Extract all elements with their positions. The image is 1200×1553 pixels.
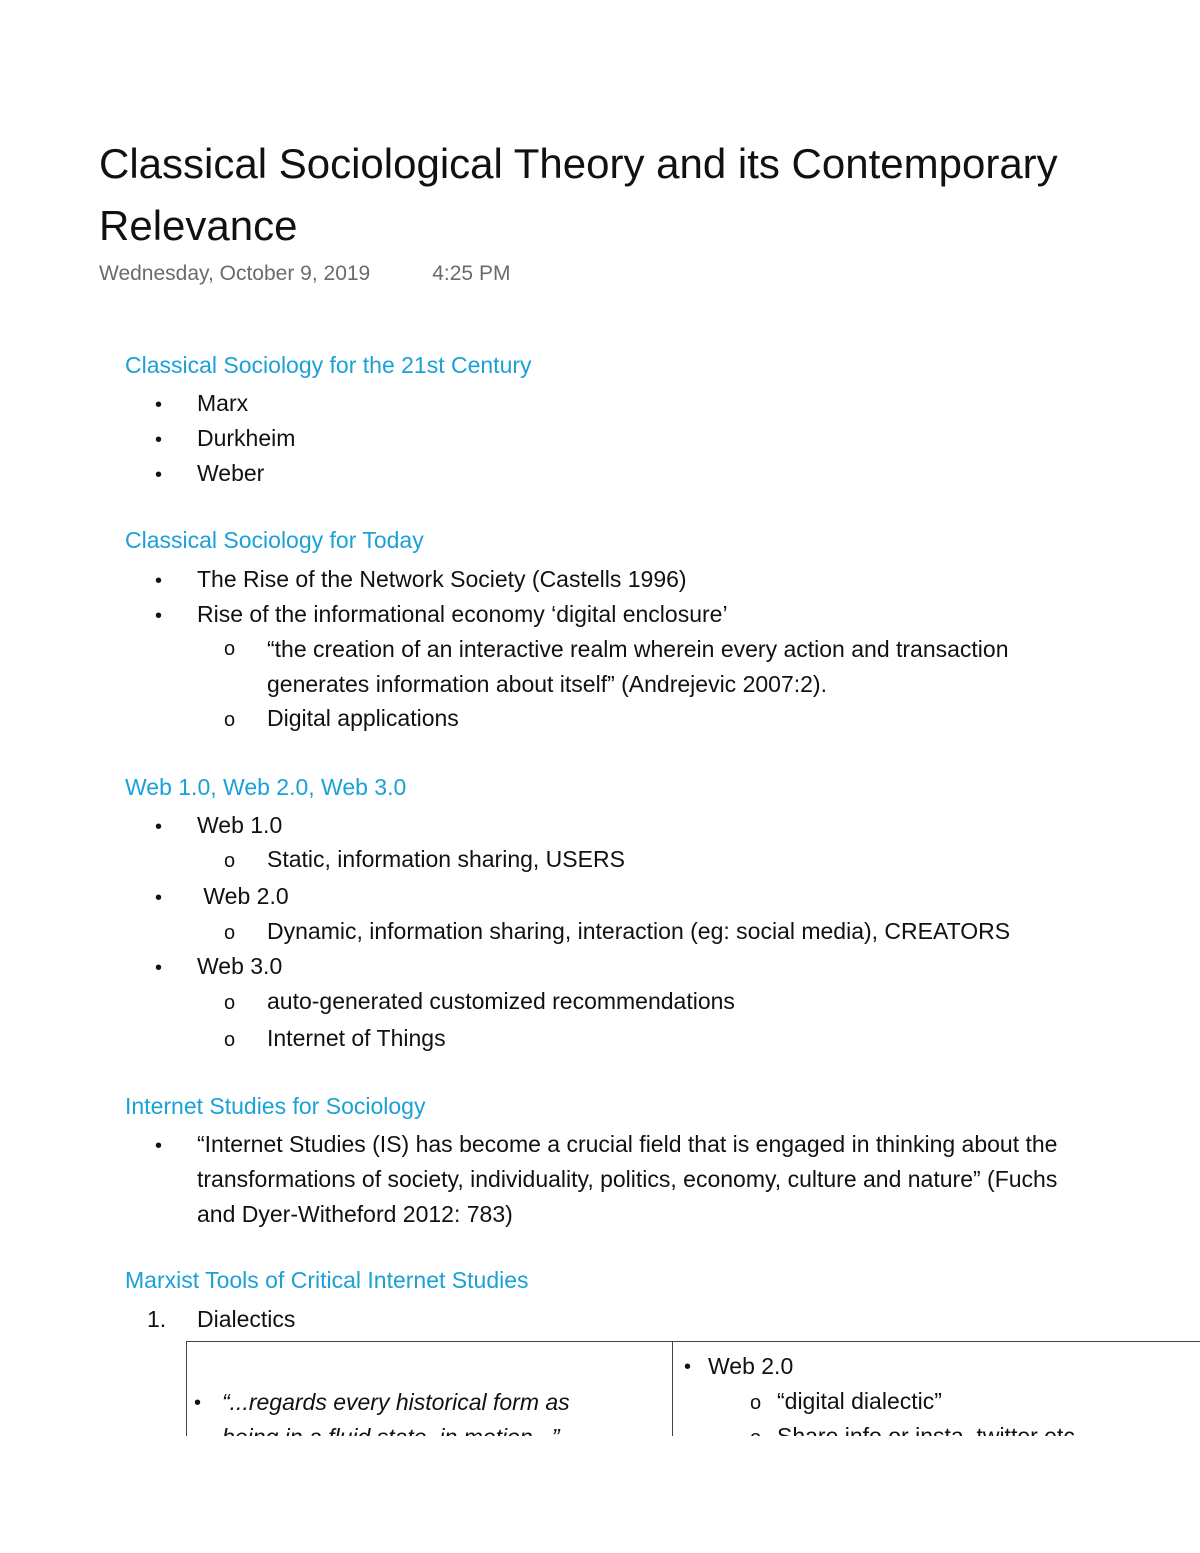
- section-heading-21st-century: Classical Sociology for the 21st Century: [125, 352, 532, 378]
- table-cell-left-line-1: “...regards every historical form as: [222, 1389, 570, 1415]
- sub-bullet-icon: o: [224, 922, 236, 944]
- sub-item-web-1-description: Static, information sharing, USERS: [267, 846, 625, 872]
- bullet-icon: •: [684, 1356, 692, 1378]
- section-heading-today: Classical Sociology for Today: [125, 527, 424, 553]
- table-cell-right-web-2: Web 2.0: [708, 1353, 794, 1379]
- page-title-line-2: Relevance: [99, 202, 298, 249]
- list-item-durkheim: Durkheim: [197, 425, 296, 451]
- bullet-icon: •: [155, 605, 163, 627]
- bullet-icon: •: [155, 887, 163, 909]
- quote-line-3: and Dyer-Witheford 2012: 783): [197, 1201, 513, 1227]
- list-number: 1.: [147, 1306, 167, 1332]
- list-item-weber: Weber: [197, 460, 265, 486]
- bullet-icon: •: [155, 570, 163, 592]
- bullet-icon: •: [155, 464, 163, 486]
- list-item-network-society: The Rise of the Network Society (Castells 1996): [197, 566, 687, 592]
- section-heading-internet-studies: Internet Studies for Sociology: [125, 1093, 426, 1119]
- list-item-dialectics: Dialectics: [197, 1306, 296, 1332]
- bullet-icon: •: [155, 957, 163, 979]
- list-item-web-3: Web 3.0: [197, 953, 283, 979]
- sub-bullet-icon: o: [224, 1029, 236, 1051]
- list-item-marx: Marx: [197, 390, 249, 416]
- sub-item-quote-line-1: “the creation of an interactive realm wherein every action and transaction: [267, 636, 1009, 662]
- bullet-icon: •: [155, 816, 163, 838]
- note-time: 4:25 PM: [432, 262, 511, 285]
- bullet-icon: •: [155, 394, 163, 416]
- sub-bullet-icon: o: [224, 709, 236, 731]
- quote-line-2: transformations of society, individuality, politics, economy, culture and nature” (Fuchs: [197, 1166, 1058, 1192]
- sub-item-digital-applications: Digital applications: [267, 705, 459, 731]
- section-heading-marxist-tools: Marxist Tools of Critical Internet Studies: [125, 1267, 529, 1293]
- page-title: [99, 133, 1200, 257]
- sub-bullet-icon: o: [224, 992, 236, 1014]
- page-cutoff: [0, 1436, 1200, 1553]
- table-cell-right-digital-dialectic: “digital dialectic”: [777, 1388, 942, 1414]
- sub-bullet-icon: o: [224, 638, 236, 660]
- sub-item-web-3-iot: Internet of Things: [267, 1025, 446, 1051]
- table-column-divider: [672, 1341, 673, 1436]
- section-heading-web-versions: Web 1.0, Web 2.0, Web 3.0: [125, 774, 407, 800]
- sub-item-web-2-description: Dynamic, information sharing, interaction (eg: social media), CREATORS: [267, 918, 1011, 944]
- bullet-icon: •: [155, 1135, 163, 1157]
- list-item-web-2: Web 2.0: [197, 883, 289, 909]
- note-date: Wednesday, October 9, 2019: [99, 262, 371, 285]
- list-item-web-1: Web 1.0: [197, 812, 283, 838]
- sub-bullet-icon: o: [750, 1392, 762, 1414]
- sub-item-quote-line-2: generates information about itself” (Andrejevic 2007:2).: [267, 671, 827, 697]
- list-item-informational-economy: Rise of the informational economy ‘digital enclosure’: [197, 601, 728, 627]
- sub-item-web-3-recommendations: auto-generated customized recommendations: [267, 988, 735, 1014]
- page-title-line-1: Classical Sociological Theory and its Contemporary: [99, 140, 1058, 187]
- bullet-icon: •: [194, 1392, 202, 1414]
- bullet-icon: •: [155, 429, 163, 451]
- note-timestamp: [99, 262, 510, 286]
- sub-bullet-icon: o: [224, 850, 236, 872]
- quote-line-1: “Internet Studies (IS) has become a crucial field that is engaged in thinking about the: [197, 1131, 1058, 1157]
